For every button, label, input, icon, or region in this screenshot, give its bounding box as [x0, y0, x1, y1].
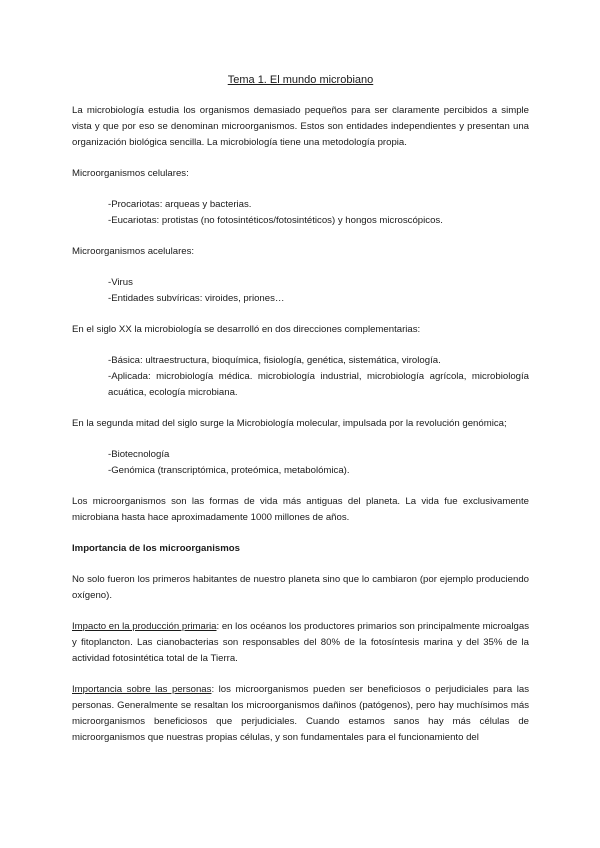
importance-paragraph: No solo fueron los primeros habitantes de nuestro planeta sino que lo cambiaron (por ejemplo produciendo oxígeno).	[72, 574, 529, 601]
personas-paragraph	[72, 682, 529, 746]
impacto-text: : en los océanos los productores primarios son principalmente microalgas y fitoplancton. Las cianobacterias son responsables del 80% de la fotosíntesis marina y del 35% de la actividad fotosintética total de la Tierra.	[72, 621, 529, 664]
list-item: -Virus	[108, 277, 133, 288]
list-item: -Procariotas: arqueas y bacterias.	[108, 199, 252, 210]
list-item	[72, 369, 529, 401]
cellular-list	[72, 197, 529, 229]
personas-label: Importancia sobre las personas	[72, 684, 212, 695]
list-item: -Básica: ultraestructura, bioquímica, fisiología, genética, sistemática, virología.	[108, 355, 441, 366]
molecular-list	[72, 447, 529, 479]
importance-heading: Importancia de los microorganismos	[72, 543, 240, 554]
list-item: -Eucariotas: protistas (no fotosintéticos/fotosintéticos) y hongos microscópicos.	[108, 215, 443, 226]
intro-paragraph: La microbiología estudia los organismos demasiado pequeños para ser claramente percibidos a simple vista y que por eso se denominan microorganismos. Estos son entidades independientes y presentan una organización biológica sencilla. La microbiología tiene una metodología propia.	[72, 105, 529, 148]
directions-list	[72, 353, 529, 401]
impacto-label: Impacto en la producción primaria	[72, 621, 217, 632]
list-item: -Biotecnología	[108, 449, 170, 460]
acellular-heading: Microorganismos acelulares:	[72, 246, 195, 257]
molecular-paragraph: En la segunda mitad del siglo surge la Microbiología molecular, impulsada por la revolución genómica;	[72, 418, 507, 429]
cellular-heading: Microorganismos celulares:	[72, 168, 189, 179]
impacto-paragraph	[72, 619, 529, 667]
document-body	[72, 72, 529, 746]
personas-text: : los microorganismos pueden ser beneficiosos o perjudiciales para las personas. Generalmente se resaltan los microorganismos dañinos (patógenos), pero hay muchísimos más microorganismos beneficiosos que perjudiciales. Cuando estamos sanos hay más células de microorganismos que nuestras propias células, y son fundamentales para el funcionamiento del	[72, 684, 529, 743]
list-item: -Entidades subvíricas: viroides, priones…	[108, 293, 285, 304]
list-item: -Genómica (transcriptómica, proteómica, metabolómica).	[108, 465, 350, 476]
antiguas-paragraph: Los microorganismos son las formas de vida más antiguas del planeta. La vida fue exclusivamente microbiana hasta hace aproximadamente 1000 millones de años.	[72, 496, 529, 523]
acellular-list	[72, 275, 529, 307]
list-item-text: -Aplicada: microbiología médica. microbiología industrial, microbiología agrícola, microbiología acuática, ecología microbiana.	[108, 371, 529, 398]
siglo-xx-paragraph: En el siglo XX la microbiología se desarrolló en dos direcciones complementarias:	[72, 324, 421, 335]
document-title: Tema 1. El mundo microbiano	[227, 74, 374, 86]
